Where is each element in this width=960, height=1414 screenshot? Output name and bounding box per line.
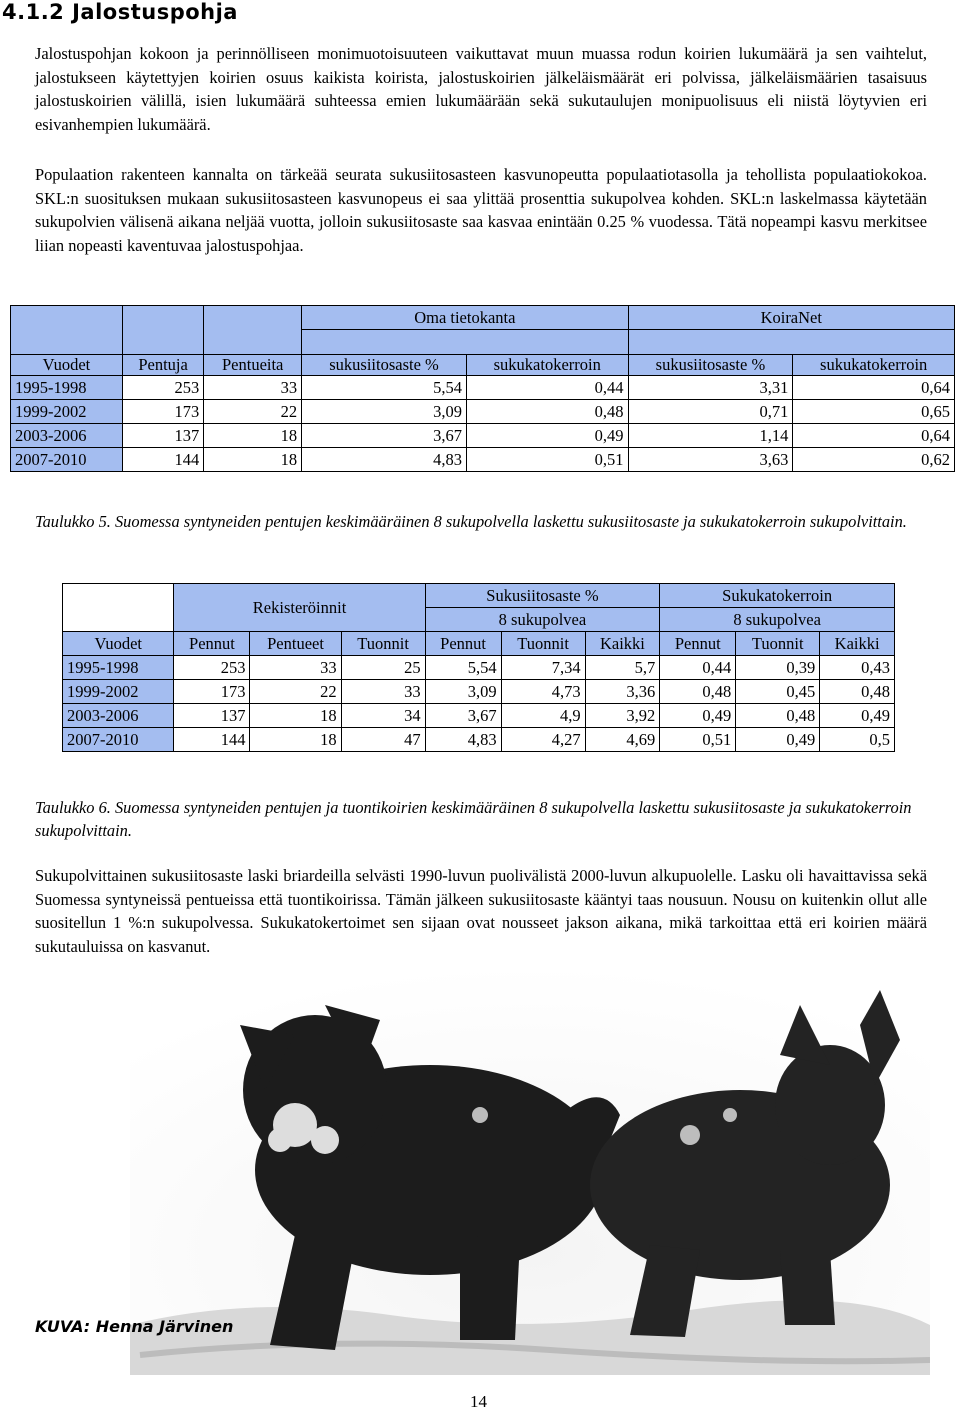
table-cell: 3,31 <box>628 376 793 400</box>
row-year-cell: 2003-2006 <box>63 704 174 728</box>
table-cell: 0,71 <box>628 400 793 424</box>
paragraph-conclusion: Sukupolvittainen sukusiitosaste laski briardeilla selvästi 1990-luvun puolivälistä 2000-luvun alkupuolelle. Lasku oli havaittavissa sekä Suomessa syntyneissä pentueissa että tuontikoirissa. Tämän jälkeen sukusiitosaste kääntyi taas nousuun. Nousu on kuitenkin ollut alle suositellun 1 %:n sukupolvessa. Sukukatokertoimet sen sijaan ovat nousseet jakson aikana, mikä tarkoittaa että eri koirien määrä sukutauluissa on kasvanut. <box>35 866 927 956</box>
table2-blank-cell <box>63 584 174 632</box>
table-cell: 3,92 <box>585 704 660 728</box>
table-cell: 0,49 <box>736 728 820 752</box>
table-cell: 4,73 <box>501 680 585 704</box>
paragraph-population: Populaation rakenteen kannalta on tärkeää seurata sukusiitosasteen kasvunopeutta populaatiotasolla ja tehollista populaatiokokoa. SKL:n suosituksen mukaan sukusiitosasteen kasvunopeus ei saa ylittää prosenttia sukupolvea kohden. SKL:n laskelmassa käytetään sukupolvien välisenä aikana neljää vuotta, jolloin sukusiitosaste saa kasvaa enintään 0.25 % vuodessa. Tätä nopeampi kasvu merkitsee liian nopeasti kaventuvaa jalostuspohjaa. <box>35 165 927 255</box>
table-cell: 4,69 <box>585 728 660 752</box>
table-cell: 0,48 <box>660 680 736 704</box>
table-row <box>63 656 895 680</box>
table-cell: 18 <box>204 424 302 448</box>
table-cell: 137 <box>174 704 250 728</box>
table1-group-header: Oma tietokanta <box>302 306 628 330</box>
table-cell: 0,49 <box>660 704 736 728</box>
table2-col-header: Tuonnit <box>736 632 820 656</box>
table-cell: 4,83 <box>425 728 501 752</box>
table-cell: 3,36 <box>585 680 660 704</box>
table-cell: 173 <box>122 400 203 424</box>
inbreeding-table-6 <box>62 583 895 752</box>
table1-blank-cell <box>11 306 123 355</box>
table1-col-header: sukukatokerroin <box>466 355 628 376</box>
table1-blank-cell <box>628 330 954 355</box>
table-cell: 253 <box>122 376 203 400</box>
table1-blank-cell <box>204 306 302 355</box>
table-cell: 33 <box>204 376 302 400</box>
table-cell: 3,67 <box>425 704 501 728</box>
row-year-cell: 2003-2006 <box>11 424 123 448</box>
page-number: 14 <box>470 1392 487 1411</box>
table1-blank-cell <box>302 330 628 355</box>
table-cell: 33 <box>250 656 341 680</box>
table-row <box>63 680 895 704</box>
table-cell: 25 <box>341 656 425 680</box>
table1-col-header: Vuodet <box>11 355 123 376</box>
table1-col-header: Pentuja <box>122 355 203 376</box>
table-row <box>11 448 955 472</box>
table5-caption: Taulukko 5. Suomessa syntyneiden pentujen keskimääräinen 8 sukupolvella laskettu sukusiitosaste ja sukukatokerroin sukupolvittain. <box>35 512 907 531</box>
table1-blank-cell <box>122 306 203 355</box>
table-cell: 4,9 <box>501 704 585 728</box>
table-cell: 18 <box>250 728 341 752</box>
table1-col-header: sukusiitosaste % <box>628 355 793 376</box>
table2-col-header: Tuonnit <box>341 632 425 656</box>
table-cell: 0,48 <box>820 680 895 704</box>
table-cell: 22 <box>250 680 341 704</box>
table-cell: 22 <box>204 400 302 424</box>
table-cell: 0,44 <box>466 376 628 400</box>
table2-group-subheader: 8 sukupolvea <box>425 608 660 632</box>
table2-col-header: Pentueet <box>250 632 341 656</box>
table-cell: 0,48 <box>736 704 820 728</box>
table2-group-subheader: 8 sukupolvea <box>660 608 895 632</box>
table-cell: 3,67 <box>302 424 467 448</box>
table-cell: 0,49 <box>820 704 895 728</box>
table-cell: 18 <box>250 704 341 728</box>
table-cell: 33 <box>341 680 425 704</box>
table2-col-header: Pennut <box>425 632 501 656</box>
table1-col-header: sukusiitosaste % <box>302 355 467 376</box>
row-year-cell: 1999-2002 <box>63 680 174 704</box>
table6-caption: Taulukko 6. Suomessa syntyneiden pentujen ja tuontikoirien keskimääräinen 8 sukupolvella laskettu sukusiitosaste ja sukukatokerroin sukupolvittain. <box>35 798 912 840</box>
table-cell: 0,44 <box>660 656 736 680</box>
table-cell: 4,27 <box>501 728 585 752</box>
table-cell: 4,83 <box>302 448 467 472</box>
table-cell: 0,45 <box>736 680 820 704</box>
table-cell: 0,51 <box>466 448 628 472</box>
photo-credit: KUVA: Henna Järvinen <box>35 1317 234 1336</box>
table-cell: 3,63 <box>628 448 793 472</box>
table-cell: 5,7 <box>585 656 660 680</box>
table2-col-header: Tuonnit <box>501 632 585 656</box>
table-cell: 1,14 <box>628 424 793 448</box>
inbreeding-table-5 <box>10 305 955 472</box>
section-heading: 4.1.2 Jalostuspohja <box>2 0 238 24</box>
table-cell: 137 <box>122 424 203 448</box>
table-cell: 5,54 <box>425 656 501 680</box>
row-year-cell: 1995-1998 <box>63 656 174 680</box>
table-cell: 173 <box>174 680 250 704</box>
table-cell: 0,48 <box>466 400 628 424</box>
table-cell: 47 <box>341 728 425 752</box>
table-cell: 3,09 <box>302 400 467 424</box>
table-cell: 0,49 <box>466 424 628 448</box>
row-year-cell: 2007-2010 <box>11 448 123 472</box>
table-cell: 0,65 <box>793 400 955 424</box>
table-cell: 34 <box>341 704 425 728</box>
table-row <box>11 400 955 424</box>
dogs-in-snow-photo <box>130 965 930 1375</box>
table-cell: 144 <box>122 448 203 472</box>
row-year-cell: 1995-1998 <box>11 376 123 400</box>
table2-group-header: Sukukatokerroin <box>660 584 895 608</box>
table-row <box>11 376 955 400</box>
table2-col-header: Pennut <box>174 632 250 656</box>
paragraph-intro: Jalostuspohjan kokoon ja perinnölliseen monimuotoisuuteen vaikuttavat muun muassa rodun koirien lukumäärä ja sen vaihtelut, jalostukseen käytettyjen koirien osuus kaikista koirista, jalostuskoirien jälkeläismäärät eri polvissa, jälkeläismäärien tasaisuus jalostuskoirien välillä, isien lukumäärä suhteessa emien lukumäärään sekä sukutaulujen monipuolisuus eli niistä löytyvien eri esivanhempien lukumäärä. <box>35 44 927 134</box>
table2-group-header: Rekisteröinnit <box>174 584 425 632</box>
table-cell: 7,34 <box>501 656 585 680</box>
table2-col-header: Kaikki <box>585 632 660 656</box>
table-cell: 0,43 <box>820 656 895 680</box>
table2-col-header: Vuodet <box>63 632 174 656</box>
table-cell: 0,5 <box>820 728 895 752</box>
table1-col-header: Pentueita <box>204 355 302 376</box>
row-year-cell: 1999-2002 <box>11 400 123 424</box>
table-cell: 0,51 <box>660 728 736 752</box>
table2-col-header: Kaikki <box>820 632 895 656</box>
table-cell: 18 <box>204 448 302 472</box>
table-cell: 253 <box>174 656 250 680</box>
table-row <box>63 704 895 728</box>
table1-group-header: KoiraNet <box>628 306 954 330</box>
table2-group-header: Sukusiitosaste % <box>425 584 660 608</box>
table1-col-header: sukukatokerroin <box>793 355 955 376</box>
table-cell: 5,54 <box>302 376 467 400</box>
table-row <box>11 424 955 448</box>
table-cell: 0,62 <box>793 448 955 472</box>
table-cell: 0,64 <box>793 424 955 448</box>
table-cell: 3,09 <box>425 680 501 704</box>
table-cell: 144 <box>174 728 250 752</box>
table-cell: 0,39 <box>736 656 820 680</box>
table-row <box>63 728 895 752</box>
row-year-cell: 2007-2010 <box>63 728 174 752</box>
table2-col-header: Pennut <box>660 632 736 656</box>
table-cell: 0,64 <box>793 376 955 400</box>
